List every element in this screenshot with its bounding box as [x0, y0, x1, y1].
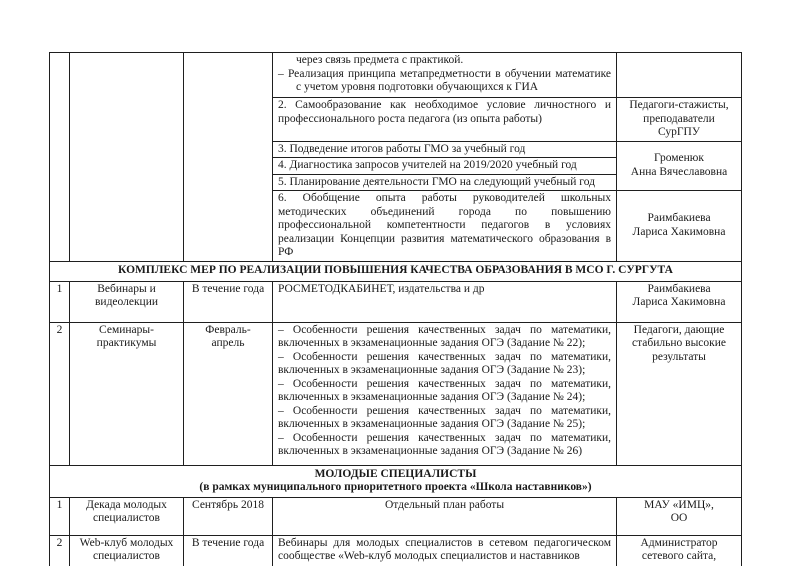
- continuation-text: через связь предмета с практикой.: [296, 54, 464, 66]
- period-line: Февраль-: [205, 323, 251, 336]
- cell-responsible: [617, 497, 742, 535]
- responsible-line: Раимбакиева: [647, 282, 711, 295]
- cell-period-empty: [184, 53, 273, 262]
- agenda-item: 6. Обобщение опыта работы руководителей школьных методических объединений города по повышению профессиональной компетентности педагогов в условиях реализации Концепции развития математического образования в РФ: [273, 191, 617, 262]
- cell-period: Сентябрь 2018: [184, 497, 273, 535]
- responsible-line: Раимбакиева: [647, 212, 711, 225]
- cell-period: В течение года: [184, 281, 273, 322]
- cell-responsible: Педагоги, дающие стабильно высокие результаты: [617, 322, 742, 465]
- table-row: [50, 281, 742, 322]
- cell-responsible: [617, 281, 742, 322]
- cell-name: Декада молодых специалистов: [70, 497, 184, 535]
- cell-responsible: [617, 141, 742, 191]
- section2-header-line2: (в рамках муниципального приоритетного проекта «Школа наставников»): [199, 481, 592, 493]
- period-line: апрель: [211, 337, 245, 349]
- responsible-line: МАУ «ИМЦ»,: [644, 498, 714, 511]
- bullet-item: – Особенности решения качественных задач по математики, включенных в экзаменационные задания ОГЭ (Задание № 25);: [278, 404, 611, 430]
- responsible-line: Громенюк: [654, 152, 704, 165]
- section2-header-line1: МОЛОДЫЕ СПЕЦИАЛИСТЫ: [314, 467, 477, 480]
- cell-num-empty: [50, 53, 70, 262]
- responsible-line: Педагоги-стажисты,: [629, 99, 729, 111]
- responsible-line: Анна Вячеславовна: [630, 165, 728, 178]
- table-row: [50, 535, 742, 566]
- bullet-item: – Особенности решения качественных задач по математики, включенных в экзаменационные задания ОГЭ (Задание № 26): [278, 431, 611, 457]
- table-row-section-header: [50, 261, 742, 281]
- cell-name-empty: [70, 53, 184, 262]
- cell-responsible-empty: [617, 53, 742, 98]
- cell-content: РОСМЕТОДКАБИНЕТ, издательства и др: [273, 281, 617, 322]
- table-row-section-header: [50, 465, 742, 497]
- cell-period: В течение года: [184, 535, 273, 566]
- cell-responsible: [617, 98, 742, 142]
- responsible-line: преподаватели СурГПУ: [643, 112, 715, 138]
- bullet-item: – Особенности решения качественных задач по математики, включенных в экзаменационные задания ОГЭ (Задание № 23);: [278, 350, 611, 376]
- cell-num: 2: [50, 535, 70, 566]
- agenda-item: 5. Планирование деятельности ГМО на следующий учебный год: [273, 174, 617, 191]
- cell-num: 1: [50, 281, 70, 322]
- cell-responsible: Администратор сетевого сайта,: [617, 535, 742, 566]
- cell-num: 1: [50, 497, 70, 535]
- responsible-line: Лариса Хакимовна: [632, 225, 726, 238]
- bullet-item: – Особенности решения качественных задач по математики, включенных в экзаменационные задания ОГЭ (Задание № 24);: [278, 377, 611, 403]
- table-row: [50, 53, 742, 98]
- cell-name: Вебинары и видеолекции: [70, 281, 184, 322]
- cell-content: Отдельный план работы: [273, 497, 617, 535]
- cell-period: [184, 322, 273, 465]
- cell-content-continuation: [273, 53, 617, 98]
- cell-content: [273, 322, 617, 465]
- cell-responsible: [617, 191, 742, 262]
- section2-header: [50, 465, 742, 497]
- table-row: [50, 497, 742, 535]
- cell-content: Вебинары для молодых специалистов в сетевом педагогическом сообществе «Web-клуб молодых специалистов и наставников: [273, 535, 617, 566]
- cell-name: Семинары-практикумы: [70, 322, 184, 465]
- agenda-item: 2. Самообразование как необходимое условие личностного и профессионального роста педагога (из опыта работы): [273, 98, 617, 142]
- table-row: [50, 322, 742, 465]
- cell-num: 2: [50, 322, 70, 465]
- bullet-item: – Особенности решения качественных задач по математики, включенных в экзаменационные задания ОГЭ (Задание № 22);: [278, 323, 611, 349]
- agenda-item: 3. Подведение итогов работы ГМО за учебный год: [273, 141, 617, 158]
- section1-header: КОМПЛЕКС МЕР ПО РЕАЛИЗАЦИИ ПОВЫШЕНИЯ КАЧЕСТВА ОБРАЗОВАНИЯ В МСО Г. СУРГУТА: [50, 261, 742, 281]
- responsible-line: ОО: [670, 512, 688, 524]
- bullet-item: – Реализация принципа метапредметности в обучении математике с учетом уровня подготовки обучающихся к ГИА: [278, 67, 611, 93]
- cell-name: Web-клуб молодых специалистов: [70, 535, 184, 566]
- responsible-line: Лариса Хакимовна: [632, 296, 726, 308]
- work-plan-table: [49, 52, 742, 566]
- agenda-item: 4. Диагностика запросов учителей на 2019/2020 учебный год: [273, 158, 617, 175]
